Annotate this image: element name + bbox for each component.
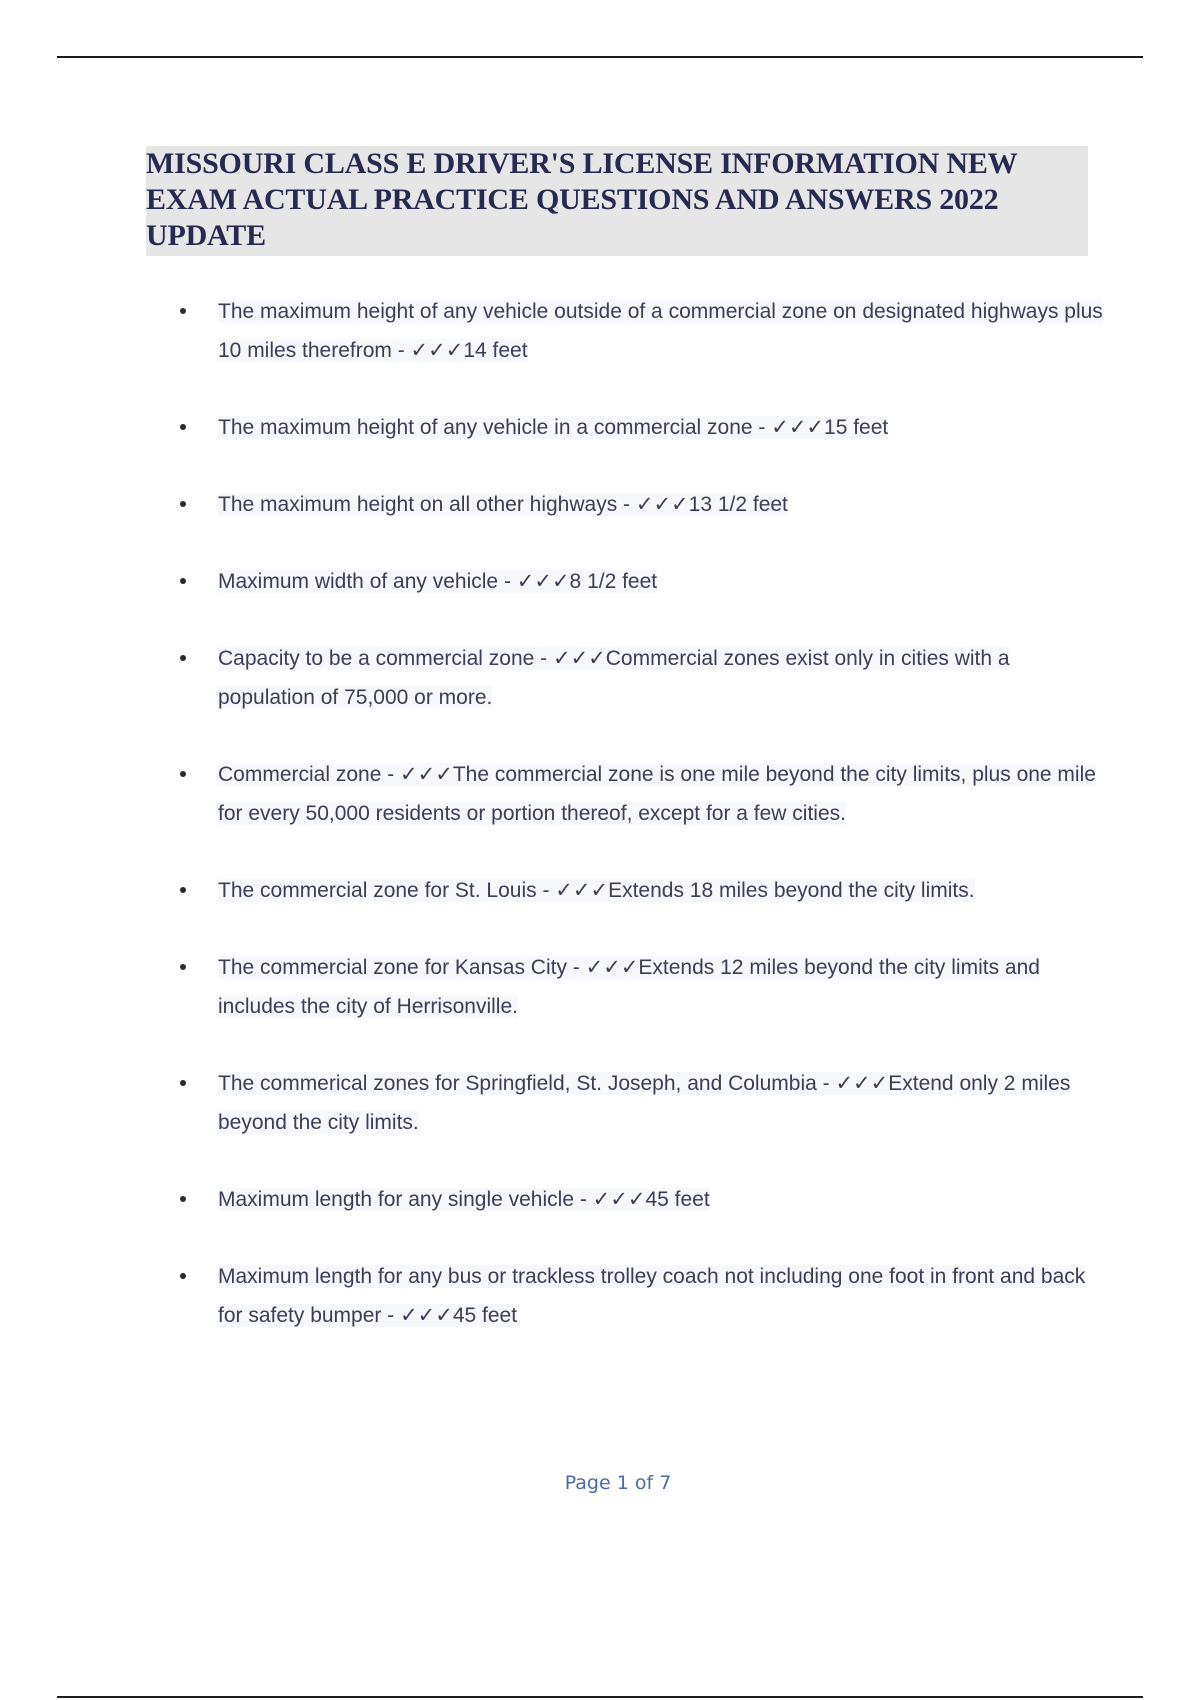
list-item-text: The maximum height on all other highways - ✓✓✓13 1/2 feet xyxy=(218,493,788,516)
qa-list xyxy=(146,292,1106,1373)
list-item xyxy=(146,292,1106,370)
list-item xyxy=(146,639,1106,717)
top-rule xyxy=(57,56,1143,58)
list-item-text: The commercial zone for St. Louis - ✓✓✓Extends 18 miles beyond the city limits. xyxy=(218,879,975,902)
list-item-text: The commercial zone for Kansas City - ✓✓✓Extends 12 miles beyond the city limits and includes the city of Herrisonville. xyxy=(218,956,1040,1018)
list-item xyxy=(146,1180,1106,1219)
list-item-text: Maximum length for any bus or trackless trolley coach not including one foot in front and back for safety bumper - ✓✓✓45 feet xyxy=(218,1265,1086,1327)
bullet-icon xyxy=(180,771,186,777)
list-item xyxy=(146,871,1106,910)
bullet-icon xyxy=(180,1196,186,1202)
bottom-rule xyxy=(57,1696,1143,1698)
list-item xyxy=(146,948,1106,1026)
list-item xyxy=(146,562,1106,601)
bullet-icon xyxy=(180,308,186,314)
bullet-icon xyxy=(180,578,186,584)
bullet-icon xyxy=(180,964,186,970)
bullet-icon xyxy=(180,501,186,507)
list-item xyxy=(146,1257,1106,1335)
list-item-text: Maximum width of any vehicle - ✓✓✓8 1/2 feet xyxy=(218,570,658,593)
list-item-text: Commercial zone - ✓✓✓The commercial zone is one mile beyond the city limits, plus one mile for every 50,000 residents or portion thereof, except for a few cities. xyxy=(218,763,1096,825)
list-item xyxy=(146,1064,1106,1142)
list-item-text: Capacity to be a commercial zone - ✓✓✓Commercial zones exist only in cities with a population of 75,000 or more. xyxy=(218,647,1010,709)
bullet-icon xyxy=(180,424,186,430)
list-item xyxy=(146,755,1106,833)
bullet-icon xyxy=(180,887,186,893)
list-item-text: The maximum height of any vehicle in a commercial zone - ✓✓✓15 feet xyxy=(218,416,889,439)
bullet-icon xyxy=(180,1273,186,1279)
list-item-text: The commerical zones for Springfield, St. Joseph, and Columbia - ✓✓✓Extend only 2 miles beyond the city limits. xyxy=(218,1072,1071,1134)
bullet-icon xyxy=(180,655,186,661)
bullet-icon xyxy=(180,1080,186,1086)
list-item-text: The maximum height of any vehicle outside of a commercial zone on designated highways plus 10 miles therefrom - ✓✓✓14 feet xyxy=(218,300,1103,362)
list-item xyxy=(146,408,1106,447)
list-item xyxy=(146,485,1106,524)
list-item-text: Maximum length for any single vehicle - ✓✓✓45 feet xyxy=(218,1188,710,1211)
document-title: MISSOURI CLASS E DRIVER'S LICENSE INFORMATION NEW EXAM ACTUAL PRACTICE QUESTIONS AND ANSWERS 2022 UPDATE xyxy=(146,147,1017,252)
page-number: Page 1 of 7 xyxy=(564,1472,672,1494)
document-title-block xyxy=(146,146,1088,256)
